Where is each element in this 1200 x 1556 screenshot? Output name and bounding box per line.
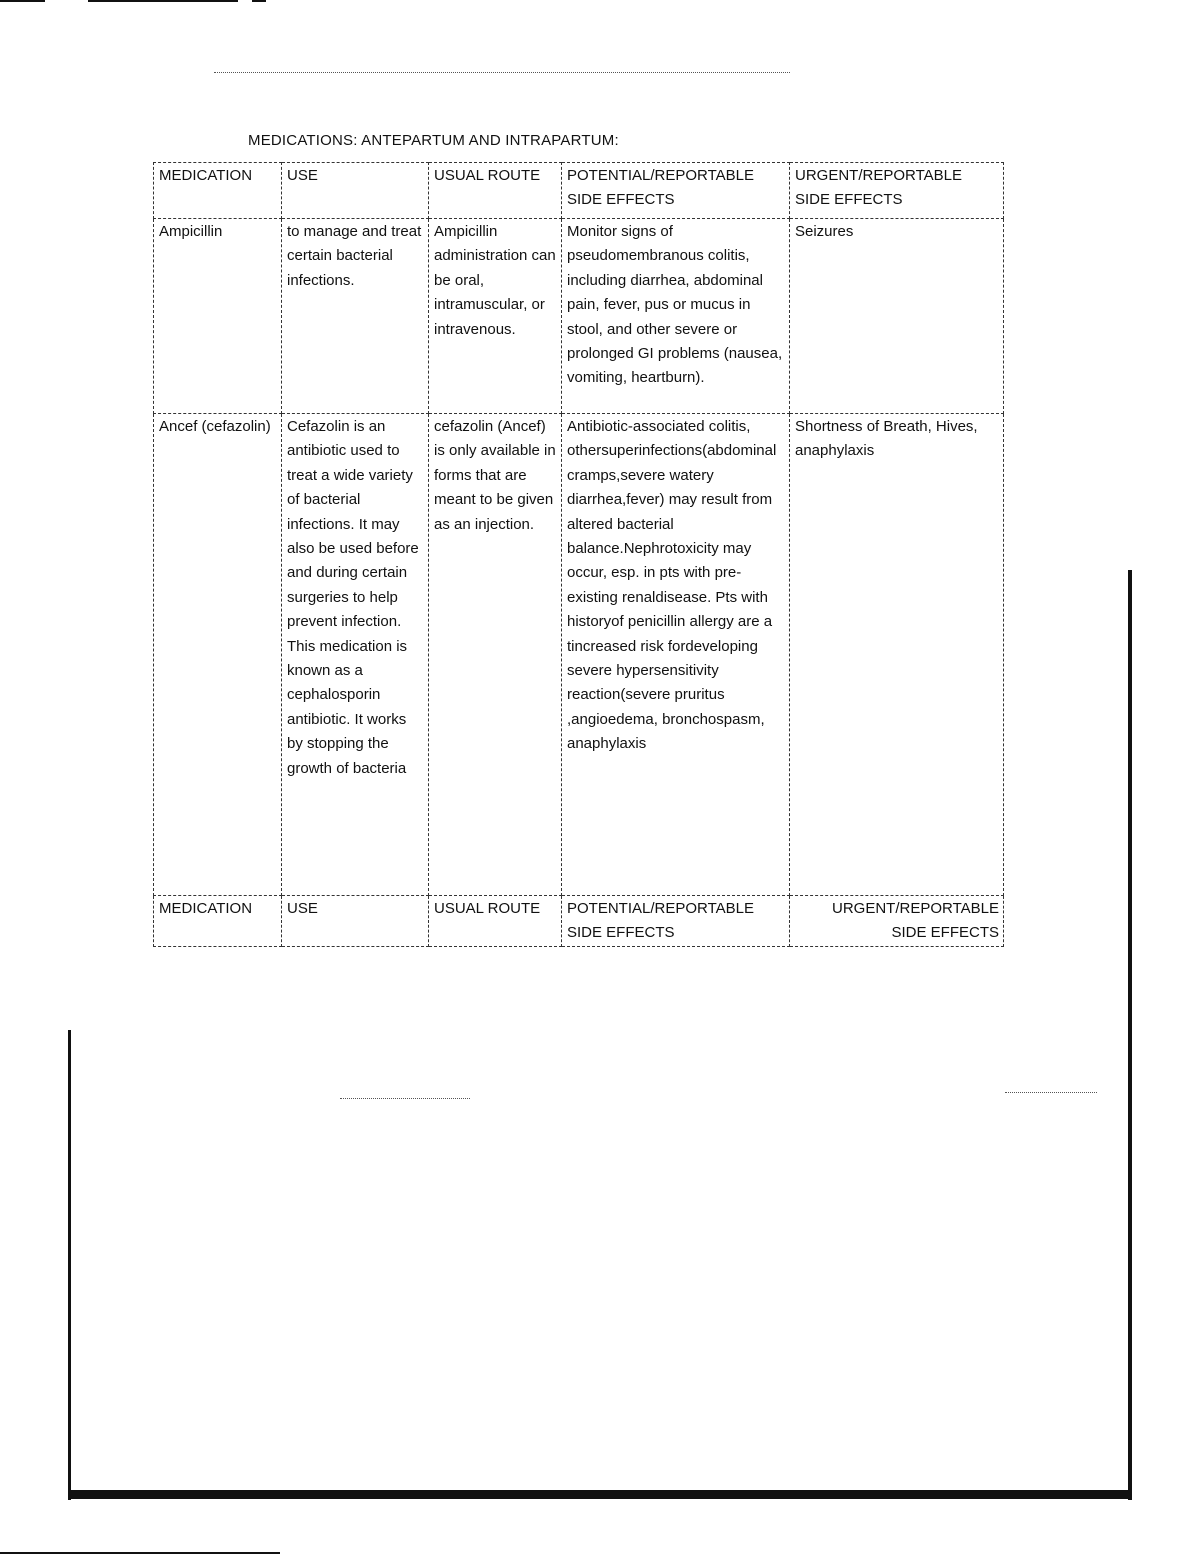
footer-use: USE	[282, 896, 429, 947]
scan-frame-bottom	[68, 1490, 1132, 1499]
cell-urgent-side-effects: Seizures	[790, 219, 1004, 414]
cell-potential-side-effects: Monitor signs of pseudomembranous colitis, including diarrhea, abdominal pain, fever, pus or mucus in stool, and other severe or prolonged GI problems (nausea, vomiting, heartburn).	[562, 219, 790, 414]
header-use: USE	[282, 163, 429, 219]
scan-dots-top	[214, 72, 790, 73]
cell-route: cefazolin (Ancef) is only available in forms that are meant to be given as an injection.	[429, 414, 562, 896]
header-potential-side-effects: POTENTIAL/REPORTABLE SIDE EFFECTS	[562, 163, 790, 219]
header-usual-route: USUAL ROUTE	[429, 163, 562, 219]
cell-urgent-side-effects: Shortness of Breath, Hives, anaphylaxis	[790, 414, 1004, 896]
footer-usual-route: USUAL ROUTE	[429, 896, 562, 947]
scan-dots-mid-right	[1005, 1092, 1097, 1093]
header-medication: MEDICATION	[154, 163, 282, 219]
scan-mark-bottom-left	[0, 1552, 280, 1554]
footer-urgent-side-effects: URGENT/REPORTABLE SIDE EFFECTS	[790, 896, 1004, 947]
scan-mark-top	[88, 0, 238, 2]
header-urgent-side-effects: URGENT/REPORTABLE SIDE EFFECTS	[790, 163, 1004, 219]
cell-medication: Ancef (cefazolin)	[154, 414, 282, 896]
table-footer-row	[154, 896, 1004, 947]
medications-table	[153, 162, 1004, 947]
scan-frame-right	[1128, 570, 1132, 1500]
table-row	[154, 219, 1004, 414]
table-header-row	[154, 163, 1004, 219]
document-title: MEDICATIONS: ANTEPARTUM AND INTRAPARTUM:	[248, 132, 619, 149]
cell-use: Cefazolin is an antibiotic used to treat a wide variety of bacterial infections. It may also be used before and during certain surgeries to help prevent infection. This medication is known as a cephalosporin antibiotic. It works by stopping the growth of bacteria	[282, 414, 429, 896]
cell-medication: Ampicillin	[154, 219, 282, 414]
cell-route: Ampicillin administration can be oral, intramuscular, or intravenous.	[429, 219, 562, 414]
scan-frame-left	[68, 1030, 71, 1500]
scan-mark-top-left	[0, 0, 45, 2]
footer-medication: MEDICATION	[154, 896, 282, 947]
table-row	[154, 414, 1004, 896]
scan-dots-mid-left	[340, 1098, 470, 1099]
cell-potential-side-effects: Antibiotic-associated colitis, othersuperinfections(abdominal cramps,severe watery diarrhea,fever) may result from altered bacterial balance.Nephrotoxicity may occur, esp. in pts with pre-existing renaldisease. Pts with historyof penicillin allergy are a tincreased risk fordeveloping severe hypersensitivity reaction(severe pruritus ,angioedema, bronchospasm, anaphylaxis	[562, 414, 790, 896]
footer-potential-side-effects: POTENTIAL/REPORTABLE SIDE EFFECTS	[562, 896, 790, 947]
scan-mark-top-short	[252, 0, 266, 2]
cell-use: to manage and treat certain bacterial infections.	[282, 219, 429, 414]
